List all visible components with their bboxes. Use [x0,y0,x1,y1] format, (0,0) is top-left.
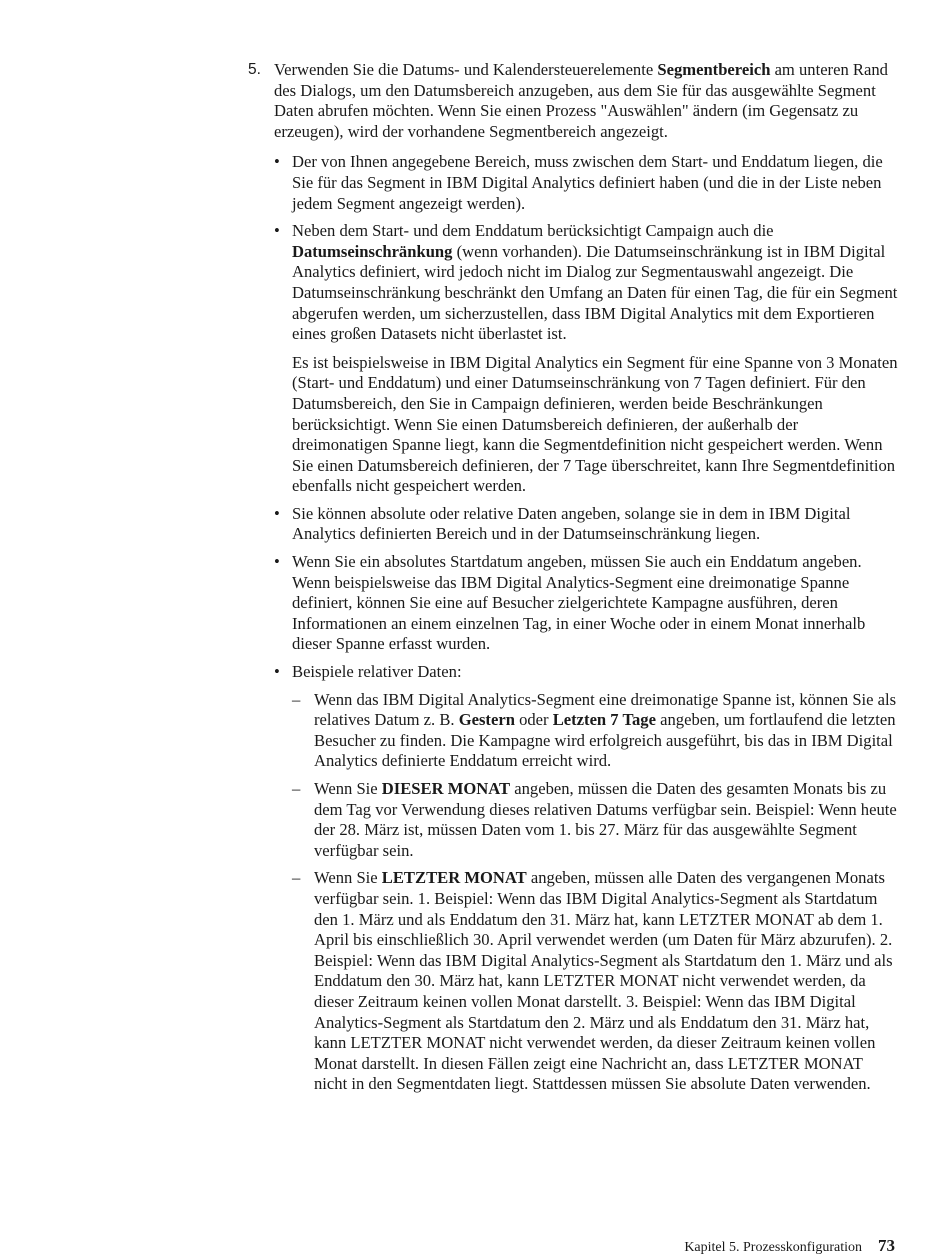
dash-text [314,868,898,1095]
bullet-marker: • [274,552,280,572]
step-text [274,60,898,142]
text-part: Wenn Sie [314,779,382,798]
dash-text [314,690,898,772]
bold-term: DIESER MONAT [381,779,511,798]
step-5 [248,60,898,1095]
dash-list [292,690,898,1095]
list-item [292,690,898,772]
list-item [274,662,898,1095]
bullet-text: Sie können absolute oder relative Daten angeben, solange sie in dem in IBM Digital Analytics definierten Bereich und in der Datumseinschränkung liegen. [292,503,851,544]
text-part: Neben dem Start- und dem Enddatum berücksichtigt Campaign auch die [292,221,774,241]
text-part: angeben, um fortlaufend die letzten Besucher zu finden. Die Kampagne wird erfolgreich ausgeführt, bis das in IBM Digital Analytics definierte Enddatum erreicht wird. [314,710,896,771]
bullet-text [292,221,898,345]
bullet-text: Wenn Sie ein absolutes Startdatum angeben, müssen Sie auch ein Enddatum angeben. Wenn beispielsweise das IBM Digital Analytics-Segment eine dreimonatige Spanne definiert, können Sie eine auf Besucher zielgerichtete Kampagne ausführen, deren Informationen an einem einzelnen Tag, in einer Woche oder in einem Monat innerhalb dieser Spanne erfasst wurden. [292,552,866,654]
bullet-text: Der von Ihnen angegebene Bereich, muss zwischen dem Start- und Enddatum liegen, die Sie für das Segment in IBM Digital Analytics definiert haben (und die in der Liste neben jedem Segment angezeigt werden). [292,152,883,213]
dash-marker: – [292,689,301,709]
list-item [292,868,898,1095]
page-footer [684,1236,895,1256]
step-bold-term: Segmentbereich [657,60,771,79]
step-text-part: am unteren Rand des Dialogs, um den Datumsbereich anzugeben, aus dem Sie für das ausgewählte Segment Daten abrufen möchten. Wenn Sie einen Prozess "Auswählen" ändern (im Gegensatz zu erzeugen), wird der vorhandene Segmentbereich angezeigt. [274,60,888,141]
dash-marker: – [292,779,301,798]
bullet-marker: • [274,221,280,241]
text-part: angeben, müssen alle Daten des vergangenen Monats verfügbar sein. 1. Beispiel: Wenn das IBM Digital Analytics-Segment als Startdatum den 1. März und als Enddatum den 31. März hat, kann LETZTER MONAT ab dem 1. April bis einschließlich 30. April verwendet werden (um Daten für März abzurufen). 2. Beispiel: Wenn das IBM Digital Analytics-Segment als Startdatum den 1. März und als Enddatum den 30. März hat, kann LETZTER MONAT nicht verwendet werden, da dieser Zeitraum keinen vollen Monat darstellt. 3. Beispiel: Wenn das IBM Digital Analytics-Segment als Startdatum den 2. März und als Enddatum den 31. März hat, kann LETZTER MONAT nicht verwendet werden, da dieser Zeitraum keinen vollen Monat darstellt. In diesen Fällen zeigt eine Nachricht an, dass LETZTER MONAT nicht in den Segmentdaten liegt. Stattdessen müssen Sie absolute Daten verwenden. [314,868,893,1094]
step-text-part: Verwenden Sie die Datums- und Kalendersteuerelemente [274,60,658,79]
list-item [274,221,898,497]
list-item [274,504,898,545]
text-part: Wenn das IBM Digital Analytics-Segment eine dreimonatige Spanne ist, können Sie als relatives Datum z. B. [314,689,897,730]
text-part: (wenn vorhanden). Die Datumseinschränkung ist in IBM Digital Analytics definiert, wird jedoch nicht im Dialog zur Segmentauswahl angezeigt. Die Datumseinschränkung beschränkt den Umfang an Daten für einen Tag, die für ein Segment abgerufen werden, um sicherzustellen, dass IBM Digital Analytics mit dem Exportieren eines großen Datasets nicht überlastet ist. [292,241,898,344]
bullet-marker: • [274,503,280,523]
bullet-marker: • [274,152,280,172]
list-item [292,779,898,861]
bullet-marker: • [274,662,280,682]
page-content [248,60,898,1102]
step-number: 5. [248,61,261,78]
bold-term: Datumseinschränkung [292,241,453,261]
bullet-list [274,152,898,1095]
dash-text [314,779,898,861]
bold-term: Gestern [458,710,515,730]
text-part: angeben, müssen die Daten des gesamten Monats bis zu dem Tag vor Verwendung dieses relativen Datums verfügbar sein. Beispiel: Wenn heute der 28. März ist, müssen Daten vom 1. bis 27. März für das ausgewählte Segment verfügbar sein. [314,779,897,860]
list-item [274,152,898,214]
bold-term: LETZTER MONAT [381,868,527,888]
bullet-text: Beispiele relativer Daten: [292,662,462,682]
dash-marker: – [292,868,301,888]
bullet-example-paragraph: Es ist beispielsweise in IBM Digital Analytics ein Segment für eine Spanne von 3 Monaten (Start- und Enddatum) und einer Datumseinschränkung von 7 Tagen definiert. Für den Datumsbereich, den Sie in Campaign definieren, werden beide Beschränkungen berücksichtigt. Wenn Sie einen Datumsbereich definieren, der außerhalb der dreimonatigen Spanne liegt, kann die Segmentdefinition nicht gespeichert werden. Wenn Sie einen Datumsbereich definieren, der 7 Tage überschreitet, kann Ihre Segmentdefinition ebenfalls nicht gespeichert werden. [292,352,898,496]
text-part: oder [514,710,553,730]
chapter-label: Kapitel 5. Prozesskonfiguration [684,1240,862,1255]
list-item [274,552,898,655]
text-part: Wenn Sie [314,868,382,888]
bold-term: Letzten 7 Tage [552,710,656,730]
page-number: 73 [878,1236,895,1255]
